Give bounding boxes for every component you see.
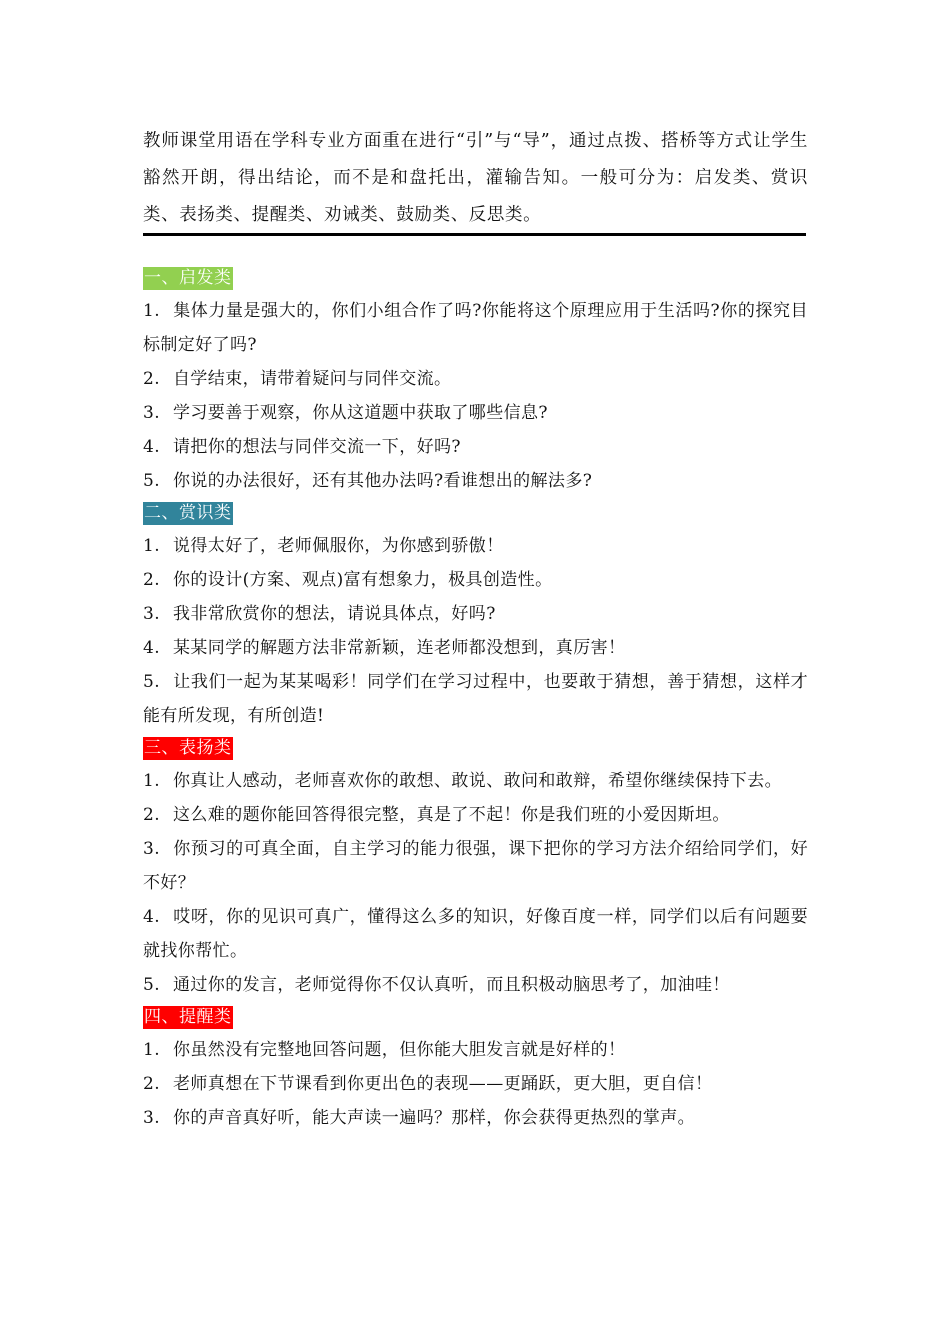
item-text: 我非常欣赏你的想法，请说具体点，好吗? [173,604,496,624]
item-text: 你的声音真好听，能大声读一遍吗？那样，你会获得更热烈的掌声。 [173,1108,695,1128]
item-text: 你说的办法很好，还有其他办法吗?看谁想出的解法多? [173,471,593,491]
document-body [143,263,808,1135]
horizontal-rule [143,233,806,236]
item-text: 你预习的可真全面，自主学习的能力很强，课下把你的学习方法介绍给同学们，好不好？ [143,839,808,893]
item-number: 3. [143,839,161,859]
item-text: 哎呀，你的见识可真广，懂得这么多的知识，好像百度一样，同学们以后有问题要就找你帮忙。 [143,907,808,961]
item-number: 3. [143,1108,161,1128]
item-text: 集体力量是强大的，你们小组合作了吗?你能将这个原理应用于生活吗?你的探究目标制定好了吗? [143,301,808,355]
item-number: 4. [143,907,161,927]
item-number: 1. [143,771,161,791]
item-number: 2. [143,805,161,825]
item-number: 5. [143,471,161,491]
item-number: 1. [143,301,161,321]
section-heading: 二、赏识类 [144,503,232,523]
section-heading: 三、表扬类 [144,738,232,758]
list-item [143,665,808,733]
item-text: 你虽然没有完整地回答问题，但你能大胆发言就是好样的！ [173,1040,626,1060]
item-text: 学习要善于观察，你从这道题中获取了哪些信息? [173,403,548,423]
list-item [143,396,808,430]
list-item [143,764,808,798]
item-number: 2. [143,369,161,389]
item-number: 3. [143,604,161,624]
item-number: 2. [143,570,161,590]
item-text: 某某同学的解题方法非常新颖，连老师都没想到，真厉害！ [173,638,626,658]
section-heading-wrap [143,733,808,764]
list-item [143,294,808,362]
item-text: 自学结束，请带着疑问与同伴交流。 [173,369,452,389]
list-item [143,362,808,396]
item-text: 你真让人感动，老师喜欢你的敢想、敢说、敢问和敢辩，希望你继续保持下去。 [173,771,782,791]
list-item [143,597,808,631]
section-heading: 四、提醒类 [144,1007,232,1027]
item-number: 1. [143,1040,161,1060]
list-item [143,1033,808,1067]
list-item [143,968,808,1002]
item-number: 5. [143,672,161,692]
item-text: 请把你的想法与同伴交流一下，好吗? [173,437,461,457]
intro-block [143,123,808,234]
item-number: 4. [143,437,161,457]
section-heading-wrap [143,1002,808,1033]
list-item [143,631,808,665]
list-item [143,430,808,464]
list-item [143,1067,808,1101]
item-text: 通过你的发言，老师觉得你不仅认真听，而且积极动脑思考了，加油哇！ [173,975,730,995]
section-heading: 一、启发类 [144,268,232,288]
item-text: 你的设计(方案、观点)富有想象力，极具创造性。 [173,570,553,590]
section-heading-wrap [143,263,808,294]
item-text: 老师真想在下节课看到你更出色的表现——更踊跃，更大胆，更自信！ [173,1074,713,1094]
list-item [143,832,808,900]
list-item [143,798,808,832]
list-item [143,464,808,498]
item-text: 让我们一起为某某喝彩！同学们在学习过程中，也要敢于猜想，善于猜想，这样才能有所发现，有所创造! [143,672,808,726]
list-item [143,529,808,563]
item-number: 4. [143,638,161,658]
list-item [143,900,808,968]
section-heading-wrap [143,498,808,529]
intro-paragraph: 教师课堂用语在学科专业方面重在进行“引”与“导”，通过点拨、搭桥等方式让学生豁然开朗，得出结论，而不是和盘托出，灌输告知。一般可分为：启发类、赏识类、表扬类、提醒类、劝诫类、鼓励类、反思类。 [143,131,808,225]
item-number: 2. [143,1074,161,1094]
item-number: 5. [143,975,161,995]
list-item [143,563,808,597]
item-number: 1. [143,536,161,556]
list-item [143,1101,808,1135]
item-text: 说得太好了，老师佩服你，为你感到骄傲！ [173,536,504,556]
item-number: 3. [143,403,161,423]
item-text: 这么难的题你能回答得很完整，真是了不起！你是我们班的小爱因斯坦。 [173,805,730,825]
